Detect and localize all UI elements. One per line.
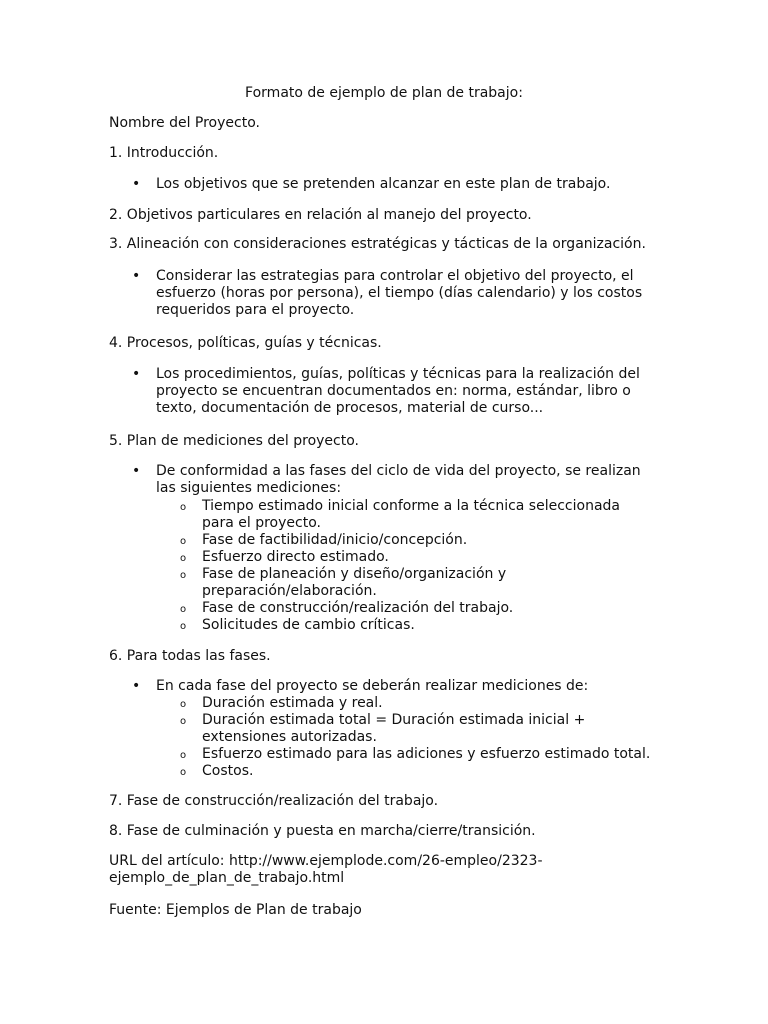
sub-text: Costos. xyxy=(202,763,254,779)
sub-marker: o xyxy=(180,716,187,727)
section-8-heading: 8. Fase de culminación y puesta en marcha/cierre/transición. xyxy=(109,823,536,839)
sub-text: Fase de construcción/realización del trabajo. xyxy=(202,600,514,616)
bullet-marker: • xyxy=(132,268,141,284)
sub-text: Tiempo estimado inicial conforme a la técnica seleccionada para el proyecto. xyxy=(202,498,620,531)
section-2-heading: 2. Objetivos particulares en relación al manejo del proyecto. xyxy=(109,207,532,223)
sub-text: Fase de planeación y diseño/organización y preparación/elaboración. xyxy=(202,566,507,599)
section-5-heading: 5. Plan de mediciones del proyecto. xyxy=(109,433,359,449)
sub-text: Esfuerzo estimado para las adiciones y esfuerzo estimado total. xyxy=(202,746,651,762)
sub-marker: o xyxy=(180,767,187,778)
sub-marker: o xyxy=(180,502,187,513)
bullet-marker: • xyxy=(132,678,141,694)
section-4-heading: 4. Procesos, políticas, guías y técnicas. xyxy=(109,335,382,351)
bullet-text: De conformidad a las fases del ciclo de vida del proyecto, se realizan las siguientes mediciones: xyxy=(156,463,641,496)
sub-text: Solicitudes de cambio críticas. xyxy=(202,617,415,633)
sub-text: Fase de factibilidad/inicio/concepción. xyxy=(202,532,468,548)
bullet-text: Los objetivos que se pretenden alcanzar en este plan de trabajo. xyxy=(156,176,611,192)
document-title: Formato de ejemplo de plan de trabajo: xyxy=(245,85,523,101)
sub-text: Esfuerzo directo estimado. xyxy=(202,549,389,565)
sub-marker: o xyxy=(180,621,187,632)
bullet-text: Los procedimientos, guías, políticas y técnicas para la realización del proyecto se encuentran documentados en: norma, estándar, libro o texto, documentación de procesos, material de curso... xyxy=(156,366,640,416)
sub-marker: o xyxy=(180,536,187,547)
article-url: URL del artículo: http://www.ejemplode.com/26-empleo/2323- ejemplo_de_plan_de_trabajo.html xyxy=(109,853,543,886)
bullet-marker: • xyxy=(132,176,141,192)
bullet-text: Considerar las estrategias para controlar el objetivo del proyecto, el esfuerzo (horas por persona), el tiempo (días calendario) y los costos requeridos para el proyecto. xyxy=(156,268,643,318)
source-line: Fuente: Ejemplos de Plan de trabajo xyxy=(109,902,362,918)
section-3-heading: 3. Alineación con consideraciones estratégicas y tácticas de la organización. xyxy=(109,236,646,252)
section-7-heading: 7. Fase de construcción/realización del trabajo. xyxy=(109,793,439,809)
sub-text: Duración estimada total = Duración estimada inicial + extensiones autorizadas. xyxy=(202,712,586,745)
project-name: Nombre del Proyecto. xyxy=(109,115,260,131)
bullet-text: En cada fase del proyecto se deberán realizar mediciones de: xyxy=(156,678,589,694)
sub-marker: o xyxy=(180,604,187,615)
sub-text: Duración estimada y real. xyxy=(202,695,383,711)
sub-marker: o xyxy=(180,570,187,581)
sub-marker: o xyxy=(180,750,187,761)
bullet-marker: • xyxy=(132,463,141,479)
bullet-marker: • xyxy=(132,366,141,382)
sub-marker: o xyxy=(180,553,187,564)
section-1-heading: 1. Introducción. xyxy=(109,145,219,161)
section-6-heading: 6. Para todas las fases. xyxy=(109,648,271,664)
sub-marker: o xyxy=(180,699,187,710)
